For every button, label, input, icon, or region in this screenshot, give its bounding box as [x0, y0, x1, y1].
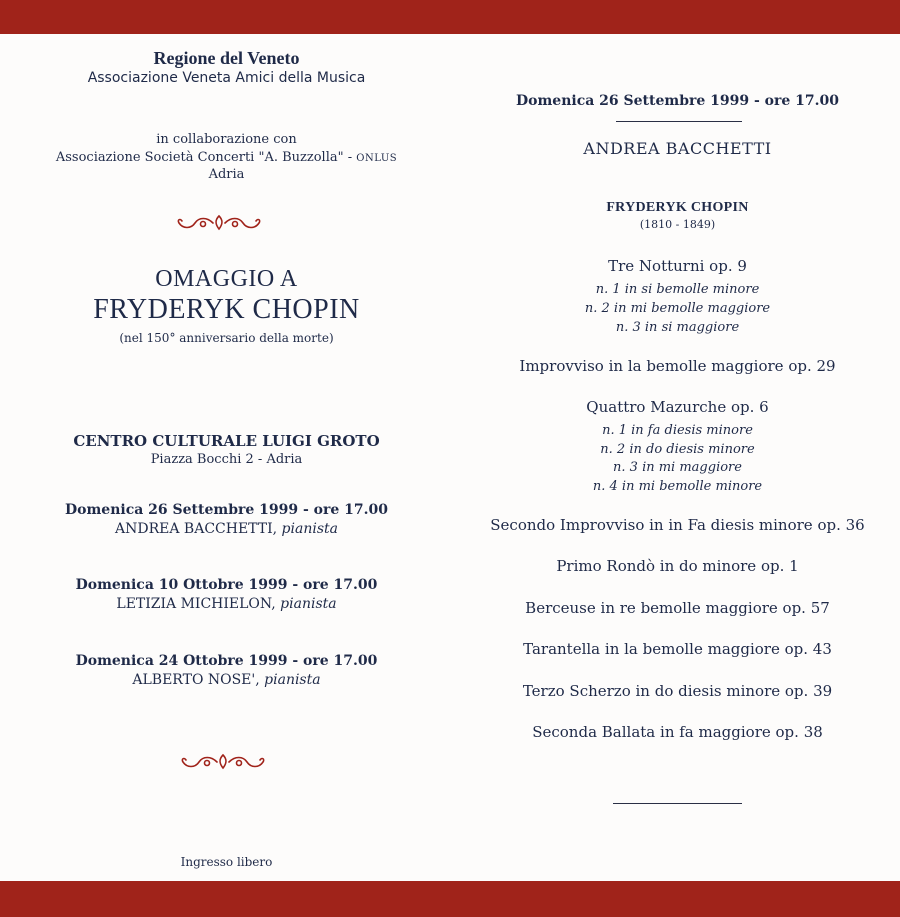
top-red-band: [0, 0, 900, 34]
program-date: Domenica 26 Settembre 1999 - ore 17.00: [516, 93, 839, 109]
composer-lifespan: (1810 - 1849): [639, 218, 716, 231]
title-line-1: OMAGGIO A: [155, 266, 298, 292]
concert-2-role: pianista: [280, 596, 337, 612]
collab-association: [40, 150, 413, 165]
program-item-1-sub-1: n. 1 in si bemolle minore: [595, 282, 760, 297]
concert-1-performer-name: ANDREA BACCHETTI,: [115, 521, 278, 537]
program-item-4-title: Secondo Improvviso in in Fa diesis minore op. 36: [490, 516, 865, 534]
concert-1-performer: [40, 521, 413, 537]
venue-address: Piazza Bocchi 2 - Adria: [150, 452, 303, 467]
scroll-flourish-icon: [177, 752, 269, 772]
concert-3-date: Domenica 24 Ottobre 1999 - ore 17.00: [75, 653, 378, 669]
concert-3-role: pianista: [264, 672, 321, 688]
divider-line: [616, 121, 742, 122]
program-item-3-sub-4: n. 4 in mi bemolle minore: [592, 479, 763, 494]
program-item-9-title: Seconda Ballata in fa maggiore op. 38: [532, 723, 823, 741]
concert-1-date: Domenica 26 Settembre 1999 - ore 17.00: [65, 502, 388, 518]
program-item-7-title: Tarantella in la bemolle maggiore op. 43: [523, 640, 832, 658]
divider-line: [613, 803, 742, 804]
program-item-3-sub-2: n. 2 in do diesis minore: [600, 442, 755, 457]
concert-1-role: pianista: [281, 521, 338, 537]
subtitle: (nel 150° anniversario della morte): [119, 331, 334, 345]
composer-name: FRYDERYK CHOPIN: [606, 200, 749, 215]
program-item-3-sub-1: n. 1 in fa diesis minore: [602, 423, 753, 438]
org-association: Associazione Veneta Amici della Musica: [87, 70, 366, 86]
scroll-flourish-icon: [173, 213, 265, 233]
program-item-3-title: Quattro Mazurche op. 6: [586, 398, 769, 416]
program-item-1-sub-3: n. 3 in si maggiore: [615, 320, 740, 335]
bottom-red-band: [0, 881, 900, 917]
concert-3-performer-name: ALBERTO NOSE',: [132, 672, 260, 688]
program-item-2-title: Improvviso in la bemolle maggiore op. 29: [519, 357, 836, 375]
admission-note: Ingresso libero: [180, 855, 273, 869]
program-item-3-sub-3: n. 3 in mi maggiore: [613, 460, 742, 475]
program-performer: ANDREA BACCHETTI: [583, 139, 772, 158]
collab-city: Adria: [208, 167, 245, 182]
collab-association-name: Associazione Società Concerti "A. Buzzolla" -: [55, 150, 353, 165]
program-item-1-title: Tre Notturni op. 9: [608, 257, 747, 275]
venue-name: CENTRO CULTURALE LUIGI GROTO: [73, 432, 380, 450]
program-item-1-sub-2: n. 2 in mi bemolle maggiore: [584, 301, 771, 316]
concert-3-performer: [40, 672, 413, 688]
org-region: Regione del Veneto: [153, 48, 300, 68]
collab-label: in collaborazione con: [156, 132, 297, 147]
title-line-2: FRYDERYK CHOPIN: [93, 294, 360, 325]
concert-2-performer: [40, 596, 413, 612]
concert-2-date: Domenica 10 Ottobre 1999 - ore 17.00: [75, 577, 378, 593]
program-item-8-title: Terzo Scherzo in do diesis minore op. 39: [522, 682, 833, 700]
program-item-5-title: Primo Rondò in do minore op. 1: [556, 557, 799, 575]
program-item-6-title: Berceuse in re bemolle maggiore op. 57: [525, 599, 830, 617]
onlus-label: ONLUS: [356, 153, 398, 164]
concert-2-performer-name: LETIZIA MICHIELON,: [116, 596, 276, 612]
